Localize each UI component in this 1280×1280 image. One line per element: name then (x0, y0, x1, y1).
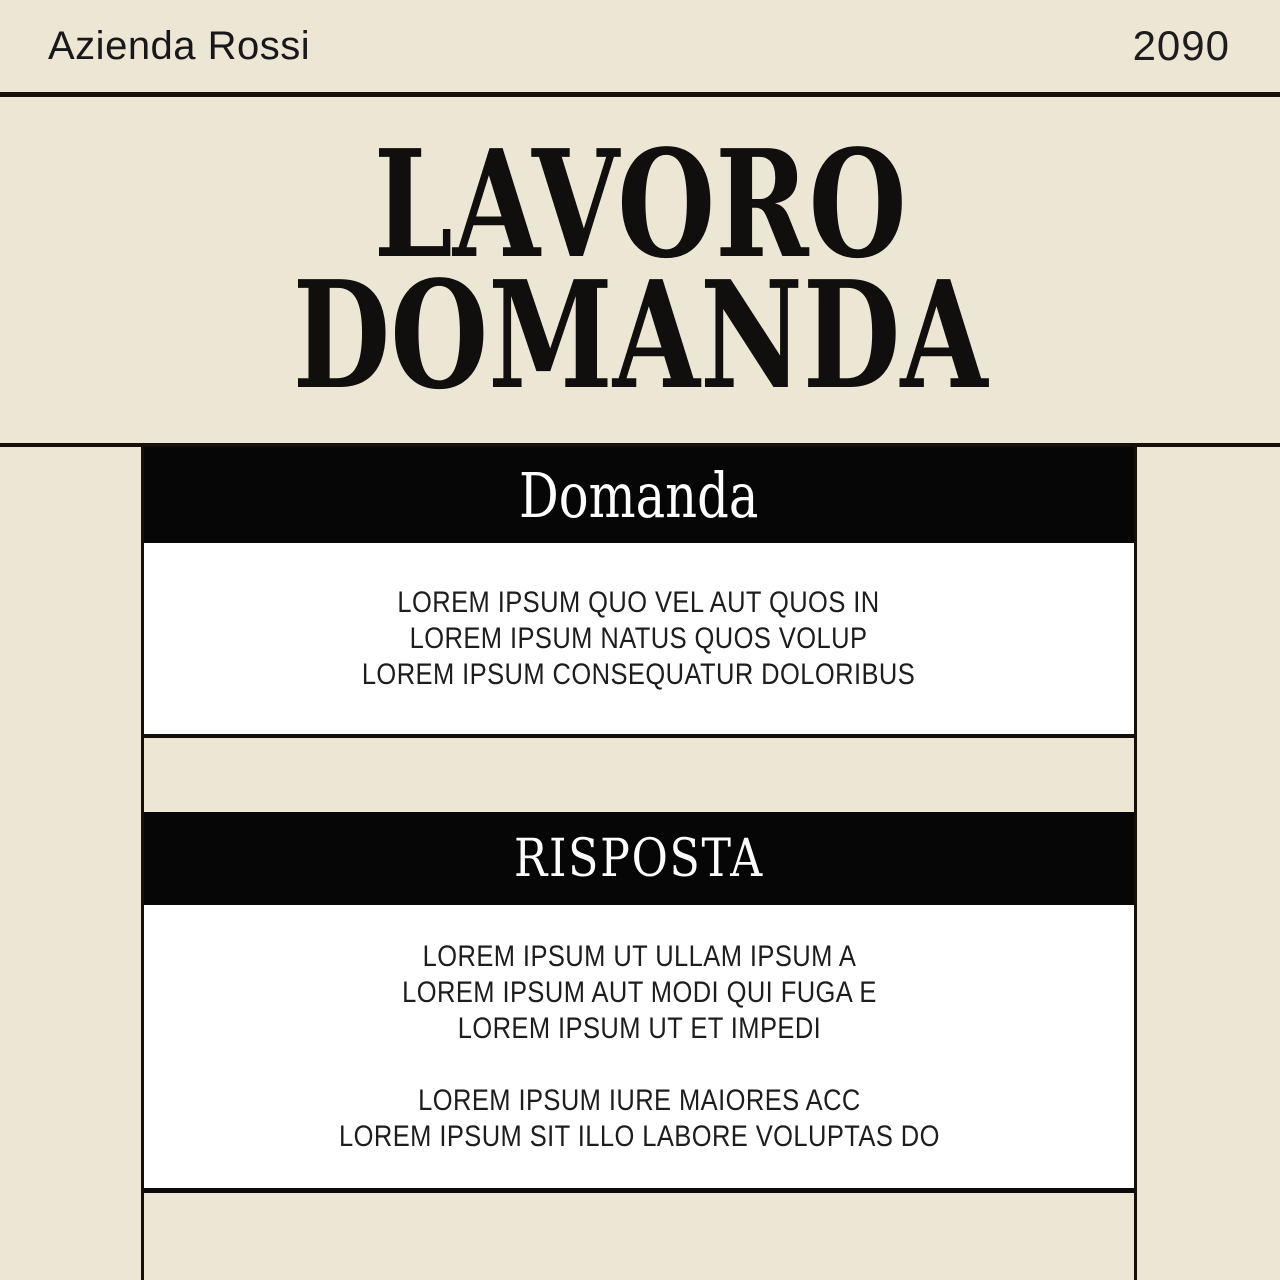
right-vertical-rule (1134, 447, 1137, 1280)
year-label: 2090 (1132, 22, 1230, 69)
header (0, 0, 1280, 97)
domanda-heading: Domanda (519, 458, 759, 532)
body-line: LOREM IPSUM UT ET IMPEDI (457, 1011, 821, 1045)
risposta-panel (144, 905, 1134, 1193)
risposta-heading: RISPOSTA (514, 828, 764, 889)
company-name: Azienda Rossi (48, 23, 311, 68)
domanda-panel (144, 543, 1134, 738)
body-line: LOREM IPSUM QUO VEL AUT QUOS IN (397, 585, 881, 619)
domanda-body (362, 585, 915, 693)
body-line: LOREM IPSUM IURE MAIORES ACC (417, 1083, 861, 1117)
risposta-paragraph-1 (339, 939, 940, 1047)
body-line: LOREM IPSUM CONSEQUATUR DOLORIBUS (362, 657, 916, 691)
title-line-2: DOMANDA (292, 248, 988, 422)
risposta-paragraph-2 (339, 1083, 940, 1155)
domanda-heading-bar (144, 447, 1134, 543)
body-line: LOREM IPSUM SIT ILLO LABORE VOLUPTAS DO (338, 1119, 940, 1153)
risposta-body (339, 939, 940, 1155)
body-line: LOREM IPSUM UT ULLAM IPSUM A (422, 939, 856, 973)
poster-title (292, 117, 988, 422)
risposta-heading-bar (144, 812, 1134, 905)
body-line: LOREM IPSUM AUT MODI QUI FUGA E (401, 975, 877, 1009)
title-line-1: LAVORO (373, 117, 907, 291)
body-line: LOREM IPSUM NATUS QUOS VOLUP (410, 621, 868, 655)
title-block (0, 97, 1280, 447)
